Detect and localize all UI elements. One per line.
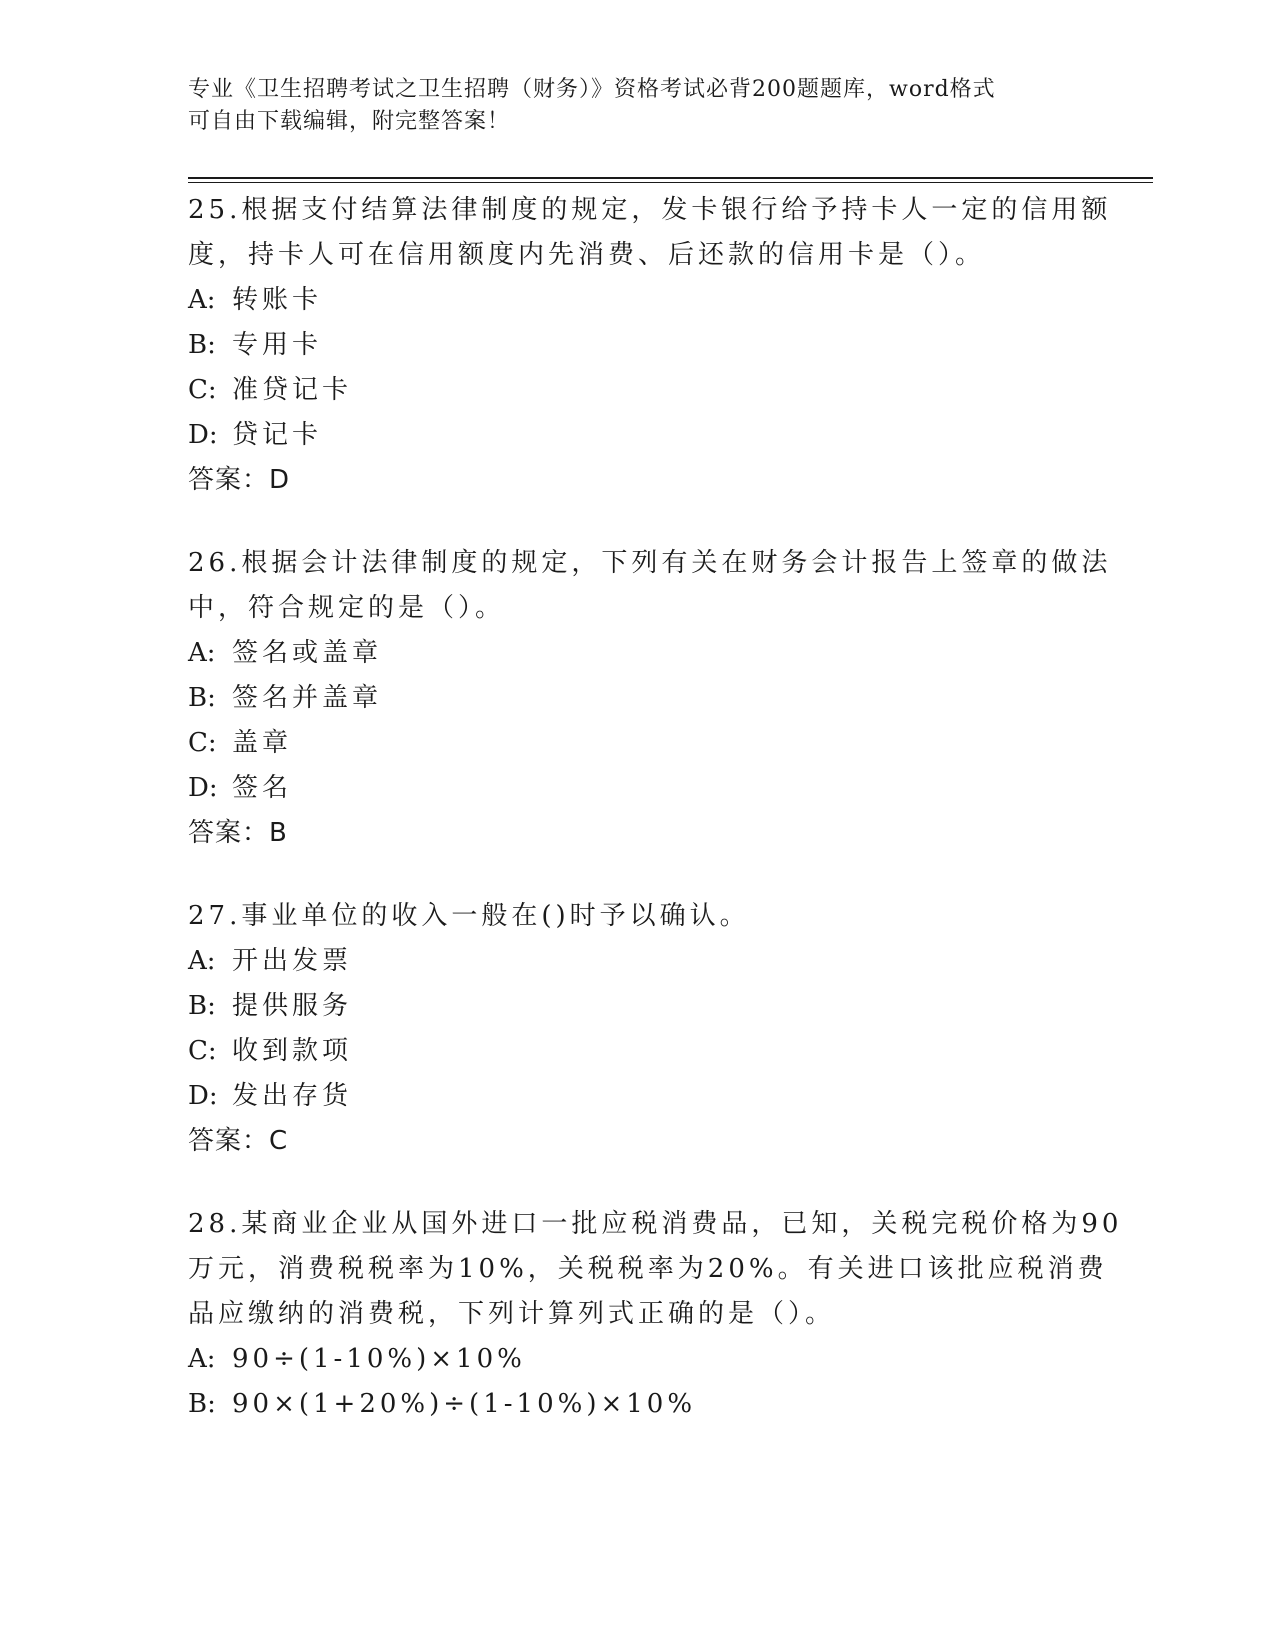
option-text: 90×(1+20%)÷(1-10%)×10% bbox=[232, 1389, 697, 1419]
question-block bbox=[188, 1202, 1123, 1427]
answer-line: 答案：B bbox=[188, 818, 288, 848]
option-text: 签名 bbox=[232, 773, 293, 803]
option-letter: C: bbox=[188, 1036, 217, 1066]
option-letter: C: bbox=[188, 728, 217, 758]
option-letter: C: bbox=[188, 375, 217, 405]
header-divider-thin bbox=[188, 182, 1153, 183]
question-text: 中，符合规定的是（）。 bbox=[188, 593, 506, 623]
option-item bbox=[188, 278, 1088, 323]
option-item bbox=[188, 1382, 1088, 1427]
option-item bbox=[188, 939, 1088, 984]
question-block bbox=[188, 541, 1112, 856]
option-item bbox=[188, 984, 1088, 1029]
header-divider-thick bbox=[188, 177, 1153, 179]
option-letter: D: bbox=[188, 420, 218, 450]
option-text: 准贷记卡 bbox=[232, 375, 353, 405]
option-item bbox=[188, 766, 1088, 811]
option-letter: D: bbox=[188, 773, 218, 803]
option-letter: D: bbox=[188, 1081, 218, 1111]
question-text: 品应缴纳的消费税，下列计算列式正确的是（）。 bbox=[188, 1299, 836, 1329]
question-text: 26.根据会计法律制度的规定，下列有关在财务会计报告上签章的做法 bbox=[188, 548, 1112, 578]
question-list bbox=[188, 188, 1123, 1465]
option-text: 收到款项 bbox=[232, 1036, 353, 1066]
question-text: 28.某商业企业从国外进口一批应税消费品，已知，关税完税价格为90 bbox=[188, 1209, 1123, 1239]
option-item bbox=[188, 323, 1088, 368]
header-line-1: 专业《卫生招聘考试之卫生招聘（财务）》资格考试必背200题题库，word格式 bbox=[188, 77, 996, 102]
option-letter: B: bbox=[188, 991, 216, 1021]
option-item bbox=[188, 631, 1088, 676]
option-letter: A: bbox=[188, 638, 216, 668]
option-letter: A: bbox=[188, 285, 216, 315]
document-header bbox=[188, 74, 1088, 138]
option-letter: B: bbox=[188, 330, 216, 360]
option-text: 专用卡 bbox=[232, 330, 323, 360]
option-text: 签名并盖章 bbox=[232, 683, 383, 713]
option-item bbox=[188, 368, 1088, 413]
answer-line: 答案：D bbox=[188, 465, 291, 495]
option-item bbox=[188, 1337, 1088, 1382]
option-text: 90÷(1-10%)×10% bbox=[232, 1344, 526, 1374]
option-text: 签名或盖章 bbox=[232, 638, 383, 668]
question-text: 27.事业单位的收入一般在()时予以确认。 bbox=[188, 901, 750, 931]
option-item bbox=[188, 1029, 1088, 1074]
option-letter: B: bbox=[188, 683, 216, 713]
option-text: 提供服务 bbox=[232, 991, 353, 1021]
question-text: 万元，消费税税率为10%，关税税率为20%。有关进口该批应税消费 bbox=[188, 1254, 1108, 1284]
option-text: 发出存货 bbox=[232, 1081, 353, 1111]
option-item bbox=[188, 413, 1088, 458]
option-letter: A: bbox=[188, 946, 216, 976]
option-text: 转账卡 bbox=[232, 285, 323, 315]
question-block bbox=[188, 894, 1088, 1164]
option-letter: A: bbox=[188, 1344, 216, 1374]
option-text: 盖章 bbox=[232, 728, 293, 758]
option-text: 贷记卡 bbox=[232, 420, 323, 450]
option-item bbox=[188, 1074, 1088, 1119]
option-text: 开出发票 bbox=[232, 946, 353, 976]
header-line-2: 可自由下载编辑，附完整答案！ bbox=[188, 109, 511, 134]
option-item bbox=[188, 721, 1088, 766]
question-text: 度，持卡人可在信用额度内先消费、后还款的信用卡是（）。 bbox=[188, 240, 986, 270]
answer-line: 答案：C bbox=[188, 1126, 289, 1156]
option-letter: B: bbox=[188, 1389, 216, 1419]
question-block bbox=[188, 188, 1112, 503]
question-text: 25.根据支付结算法律制度的规定，发卡银行给予持卡人一定的信用额 bbox=[188, 195, 1112, 225]
option-item bbox=[188, 676, 1088, 721]
